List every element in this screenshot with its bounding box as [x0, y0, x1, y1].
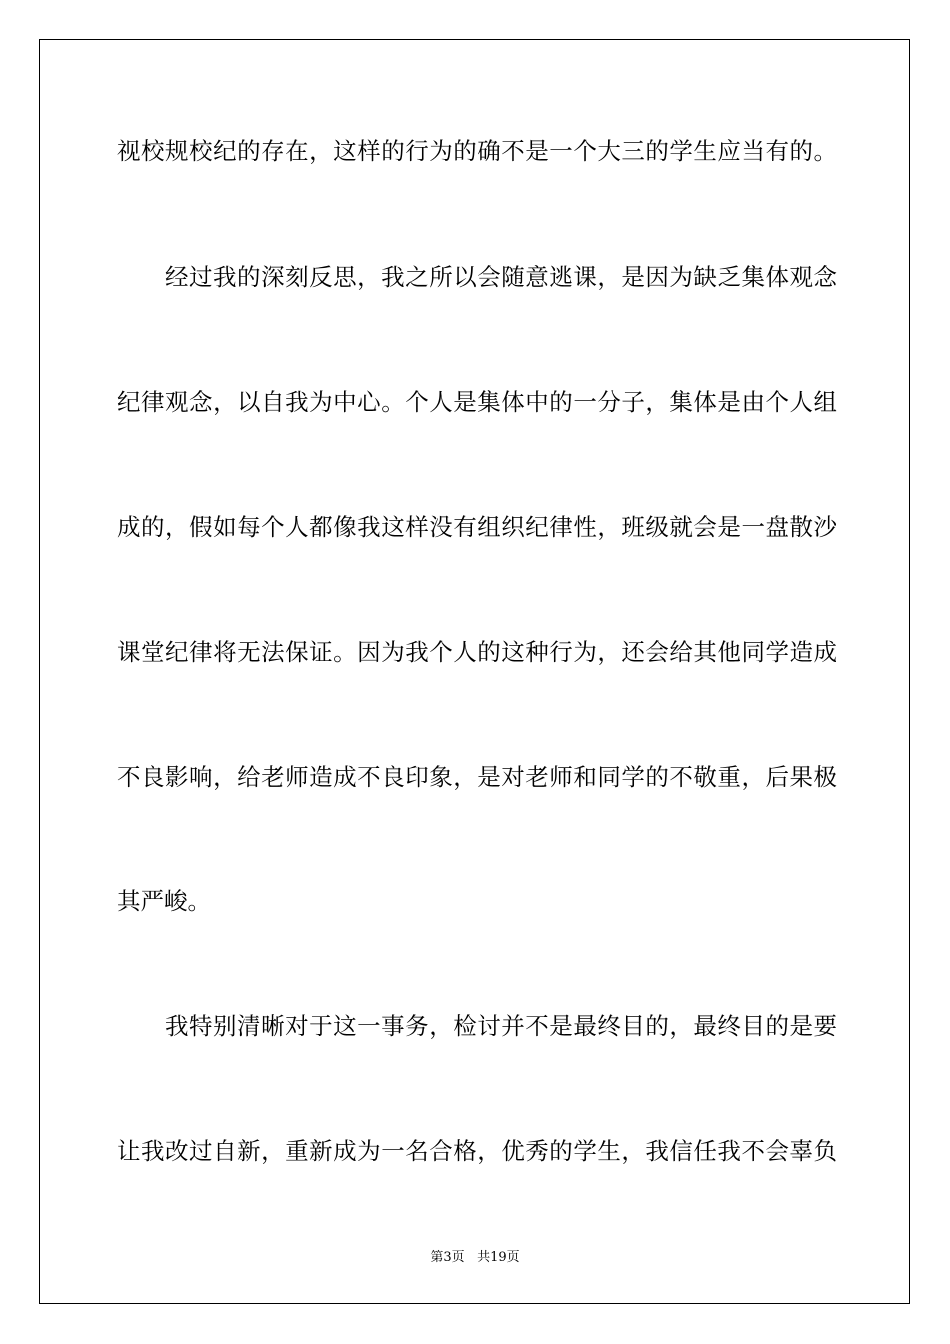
text-line: 经过我的深刻反思，我之所以会随意逃课，是因为缺乏集体观念 [165, 263, 837, 291]
text-line: 不良影响，给老师造成不良印象，是对老师和同学的不敬重，后果极 [117, 763, 837, 791]
text-line: 成的，假如每个人都像我这样没有组织纪律性，班级就会是一盘散沙 [117, 513, 837, 541]
text-line: 其严峻。 [117, 887, 211, 915]
text-line: 我特别清晰对于这一事务，检讨并不是最终目的，最终目的是要 [165, 1012, 837, 1040]
text-line: 让我改过自新，重新成为一名合格，优秀的学生，我信任我不会辜负 [117, 1137, 837, 1165]
total-pages: 共19页 [477, 1250, 520, 1265]
page-footer [0, 1246, 950, 1265]
text-line: 课堂纪律将无法保证。因为我个人的这种行为，还会给其他同学造成 [117, 638, 837, 666]
page-number: 第3页 [430, 1250, 465, 1265]
text-line: 纪律观念，以自我为中心。个人是集体中的一分子，集体是由个人组 [117, 388, 837, 416]
page-border [39, 39, 910, 1304]
text-line: 视校规校纪的存在，这样的行为的确不是一个大三的学生应当有的。 [117, 137, 837, 165]
